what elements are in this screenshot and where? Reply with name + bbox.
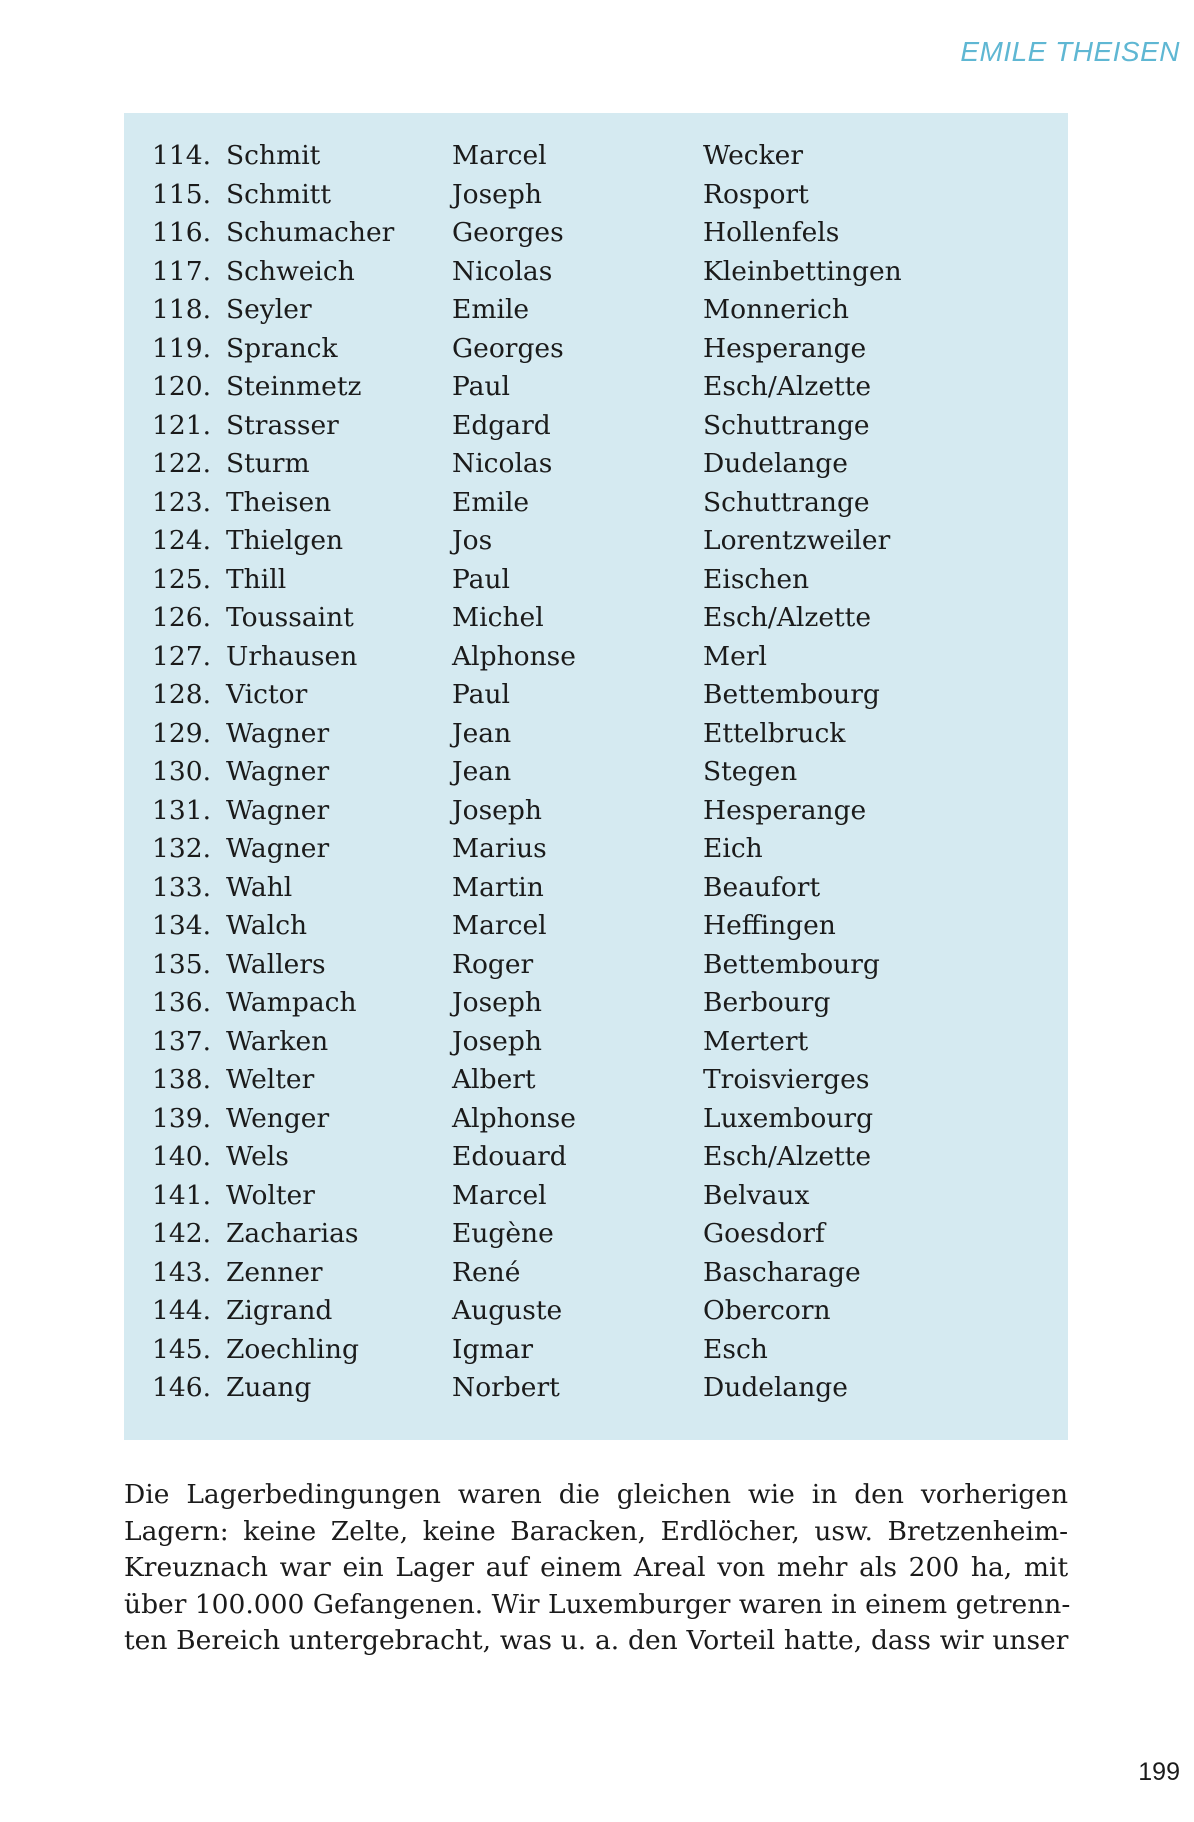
list-item [152, 638, 1052, 677]
entry-firstname: Paul [452, 679, 510, 710]
entry-place: Rosport [703, 178, 809, 210]
list-item [152, 869, 1052, 908]
entry-surname: Steinmetz [226, 371, 362, 402]
entry-place: Lorentzweiler [703, 525, 891, 556]
entry-place: Goesdorf [703, 1218, 825, 1249]
entry-surname: Strasser [226, 409, 339, 441]
entry-firstname: Alphonse [452, 640, 576, 672]
entry-firstname: Joseph [452, 987, 542, 1018]
list-item [152, 792, 1052, 831]
list-item [152, 676, 1052, 715]
list-item [152, 561, 1052, 600]
entry-firstname: Edgard [452, 409, 551, 441]
list-item [152, 1292, 1052, 1331]
list-item [152, 330, 1052, 369]
list-item [152, 1331, 1052, 1370]
list-item [152, 214, 1052, 253]
entry-firstname: Jean [452, 717, 512, 749]
entry-number: 122. [152, 448, 212, 479]
entry-surname: Walch [226, 910, 308, 941]
entry-place: Troisvierges [703, 1064, 870, 1095]
entry-firstname: Edouard [452, 1141, 567, 1172]
entry-surname: Wagner [226, 794, 330, 826]
list-item [152, 1100, 1052, 1139]
list-item [152, 407, 1052, 446]
entry-surname: Wampach [226, 987, 357, 1018]
entry-firstname: Albert [452, 1064, 536, 1095]
entry-firstname: Emile [452, 486, 530, 518]
entry-surname: Wagner [226, 717, 330, 749]
entry-place: Esch/Alzette [703, 1141, 872, 1172]
entry-surname: Seyler [226, 294, 312, 325]
entry-place: Beaufort [703, 871, 821, 903]
body-paragraph [124, 1477, 1071, 1660]
entry-number: 127. [152, 640, 212, 672]
entry-place: Esch/Alzette [703, 602, 872, 633]
entry-number: 134. [152, 910, 212, 941]
entry-number: 137. [152, 1025, 212, 1057]
entry-place: Eich [703, 833, 763, 864]
entry-number: 125. [152, 563, 212, 595]
list-item [152, 137, 1052, 176]
entry-number: 140. [152, 1141, 212, 1172]
entry-number: 121. [152, 409, 212, 441]
entry-place: Esch/Alzette [703, 371, 872, 402]
list-item [152, 1215, 1052, 1254]
paragraph-line: Die Lagerbedingungen waren die gleichen wie in den vorherigen [124, 1479, 1069, 1510]
entry-surname: Wagner [226, 833, 330, 864]
list-item [152, 753, 1052, 792]
entry-number: 124. [152, 525, 212, 556]
entry-surname: Schumacher [226, 217, 395, 248]
prisoner-list [152, 137, 1052, 1408]
entry-firstname: Joseph [452, 1025, 542, 1057]
entry-surname: Toussaint [226, 602, 354, 633]
list-item [152, 1023, 1052, 1062]
entry-place: Luxembourg [703, 1102, 874, 1134]
entry-firstname: Nicolas [452, 448, 553, 479]
entry-number: 129. [152, 717, 212, 749]
entry-place: Hesperange [703, 794, 867, 826]
entry-number: 143. [152, 1256, 212, 1288]
list-item [152, 599, 1052, 638]
list-item [152, 176, 1052, 215]
list-item [152, 907, 1052, 946]
page-number: 199 [1138, 1758, 1180, 1786]
entry-surname: Spranck [226, 332, 338, 364]
paragraph-line: Lagern: keine Zelte, keine Baracken, Erdlöcher, usw. Bretzenheim- [124, 1515, 1069, 1547]
entry-place: Schuttrange [703, 409, 870, 441]
entry-surname: Victor [226, 679, 308, 710]
entry-place: Wecker [703, 140, 804, 171]
entry-number: 118. [152, 294, 212, 325]
entry-place: Obercorn [703, 1295, 831, 1326]
entry-firstname: Paul [452, 563, 510, 595]
entry-firstname: Marcel [452, 910, 547, 941]
entry-place: Bettembourg [703, 948, 880, 980]
entry-place: Dudelange [703, 1372, 848, 1403]
entry-firstname: Eugène [452, 1218, 554, 1249]
list-item [152, 946, 1052, 985]
list-item [152, 1061, 1052, 1100]
entry-surname: Wallers [226, 948, 326, 980]
entry-surname: Wahl [226, 871, 293, 903]
entry-number: 115. [152, 178, 212, 210]
entry-firstname: Joseph [452, 178, 542, 210]
entry-number: 136. [152, 987, 212, 1018]
entry-number: 114. [152, 140, 212, 171]
entry-place: Stegen [703, 756, 798, 787]
entry-surname: Thielgen [226, 525, 344, 556]
entry-surname: Urhausen [226, 640, 358, 672]
entry-place: Schuttrange [703, 486, 870, 518]
list-item [152, 715, 1052, 754]
entry-number: 142. [152, 1218, 212, 1249]
entry-place: Dudelange [703, 448, 848, 479]
entry-place: Belvaux [703, 1179, 810, 1211]
entry-surname: Wenger [226, 1102, 330, 1134]
entry-place: Bettembourg [703, 679, 880, 710]
list-item [152, 484, 1052, 523]
entry-surname: Zoechling [226, 1333, 359, 1365]
entry-firstname: Georges [452, 332, 564, 364]
entry-surname: Wolter [226, 1179, 315, 1211]
entry-surname: Thill [226, 563, 287, 595]
entry-number: 132. [152, 833, 212, 864]
list-item [152, 253, 1052, 292]
entry-number: 144. [152, 1295, 212, 1326]
list-item [152, 1254, 1052, 1293]
paragraph-line: ten Bereich untergebracht, was u. a. den Vorteil hatte, dass wir unser [124, 1625, 1069, 1656]
entry-number: 146. [152, 1372, 212, 1403]
entry-firstname: Nicolas [452, 255, 553, 287]
entry-firstname: Georges [452, 217, 564, 248]
list-item [152, 368, 1052, 407]
entry-place: Eischen [703, 563, 810, 595]
list-item [152, 1177, 1052, 1216]
entry-number: 128. [152, 679, 212, 710]
entry-firstname: Marius [452, 833, 547, 864]
entry-firstname: Paul [452, 371, 510, 402]
entry-firstname: Martin [452, 871, 544, 903]
entry-number: 130. [152, 756, 212, 787]
entry-number: 126. [152, 602, 212, 633]
entry-surname: Schmitt [226, 178, 331, 210]
entry-place: Merl [703, 640, 767, 672]
list-item [152, 1369, 1052, 1408]
list-item [152, 291, 1052, 330]
entry-surname: Zuang [226, 1372, 312, 1403]
entry-number: 139. [152, 1102, 212, 1134]
entry-firstname: Norbert [452, 1372, 560, 1403]
list-item [152, 445, 1052, 484]
entry-place: Heffingen [703, 910, 836, 941]
entry-number: 138. [152, 1064, 212, 1095]
list-item [152, 1138, 1052, 1177]
entry-surname: Zacharias [226, 1218, 359, 1249]
entry-number: 141. [152, 1179, 212, 1211]
list-item [152, 830, 1052, 869]
entry-firstname: Igmar [452, 1333, 534, 1365]
paragraph-line: über 100.000 Gefangenen. Wir Luxemburger waren in einem getrenn- [124, 1588, 1071, 1620]
entry-firstname: René [452, 1256, 521, 1288]
list-item [152, 522, 1052, 561]
entry-place: Kleinbettingen [703, 255, 902, 287]
entry-number: 145. [152, 1333, 212, 1365]
entry-place: Mertert [703, 1025, 809, 1057]
entry-place: Berbourg [703, 987, 831, 1018]
entry-number: 131. [152, 794, 212, 826]
entry-place: Bascharage [703, 1256, 861, 1288]
entry-surname: Theisen [226, 486, 332, 518]
entry-number: 117. [152, 255, 212, 287]
entry-place: Monnerich [703, 294, 849, 325]
entry-firstname: Auguste [452, 1295, 563, 1326]
entry-surname: Wels [226, 1141, 289, 1172]
entry-surname: Zenner [226, 1256, 323, 1288]
entry-number: 119. [152, 332, 212, 364]
entry-number: 133. [152, 871, 212, 903]
entry-surname: Zigrand [226, 1295, 333, 1326]
entry-place: Esch [703, 1333, 768, 1365]
entry-surname: Schweich [226, 255, 355, 287]
list-item [152, 984, 1052, 1023]
entry-firstname: Jos [452, 525, 493, 556]
entry-surname: Warken [226, 1025, 329, 1057]
entry-firstname: Marcel [452, 1179, 547, 1211]
entry-firstname: Joseph [452, 794, 542, 826]
entry-firstname: Roger [452, 948, 534, 980]
entry-place: Hesperange [703, 332, 867, 364]
entry-number: 120. [152, 371, 212, 402]
entry-surname: Welter [226, 1064, 315, 1095]
entry-firstname: Jean [452, 756, 512, 787]
entry-firstname: Alphonse [452, 1102, 576, 1134]
entry-surname: Schmit [226, 140, 321, 171]
entry-surname: Sturm [226, 448, 310, 479]
running-header: EMILE THEISEN [960, 36, 1180, 67]
entry-number: 116. [152, 217, 212, 248]
paragraph-line: Kreuznach war ein Lager auf einem Areal von mehr als 200 ha, mit [124, 1552, 1069, 1583]
entry-place: Ettelbruck [703, 717, 846, 749]
entry-number: 123. [152, 486, 212, 518]
entry-firstname: Michel [452, 602, 544, 633]
entry-firstname: Marcel [452, 140, 547, 171]
entry-firstname: Emile [452, 294, 530, 325]
entry-surname: Wagner [226, 756, 330, 787]
entry-number: 135. [152, 948, 212, 980]
entry-place: Hollenfels [703, 217, 840, 248]
